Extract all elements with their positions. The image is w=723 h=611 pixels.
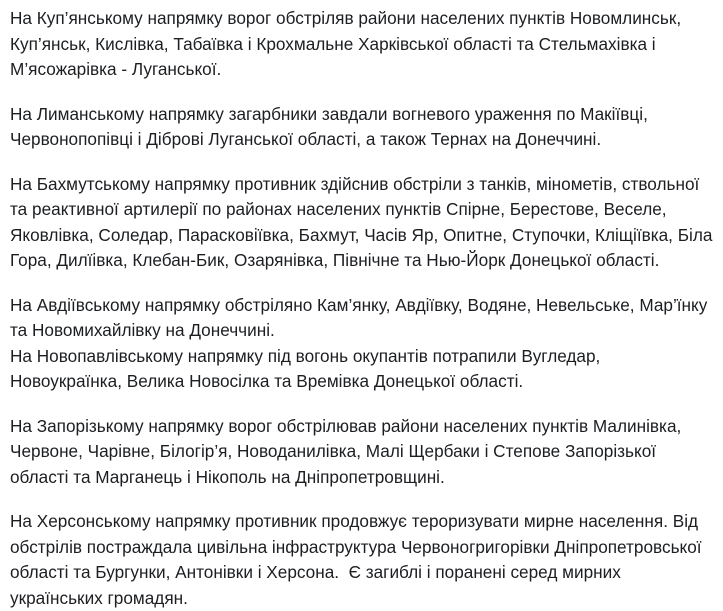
paragraph-kherson: На Херсонському напрямку противник продовжує тероризувати мирне населення. Від обстрілів постраждала цивільна інфраструктура Червоногригорівки Дніпропетровської області та Бургунки, Антонівки і Херсона. Є загиблі і поранені серед мирних українських громадян. bbox=[10, 511, 707, 608]
paragraph-avdiivka: На Авдіївському напрямку обстріляно Кам’янку, Авдіївку, Водяне, Невельське, Мар’їнку та Новомихайлівку на Донеччині. bbox=[10, 294, 713, 340]
paragraph-lyman: На Лиманському напрямку загарбники завдали вогневого ураження по Макіївці, Червонопопівці і Діброві Луганської області, а також Тернах на Донеччині. bbox=[10, 103, 653, 149]
paragraph-novopavlivka: На Новопавлівському напрямку під вогонь окупантів потрапили Вугледар, Новоукраїнка, Велика Новосілка та Времівка Донецької області. bbox=[10, 345, 606, 391]
paragraph-zaporizhzhia: На Запорізькому напрямку ворог обстрілював райони населених пунктів Малинівка, Червоне, Чарівне, Білогір’я, Новоданилівка, Малі Щербаки і Степове Запорізької області та Марганець і Нікополь на Дніпропетровщині. bbox=[10, 415, 687, 487]
paragraph-kupyansk: На Куп’янському напрямку ворог обстріляв райони населених пунктів Новомлинськ, Куп’янськ, Кислівка, Табаївка і Крохмальне Харківської області та Стельмахівка і М’ясожарівка - Луганської. bbox=[10, 8, 686, 79]
paragraph-bakhmut: На Бахмутському напрямку противник здійснив обстріли з танків, мінометів, ствольної та реактивної артилерії по районах населених пунктів Спірне, Берестове, Веселе, Яковлівка, Соледар, Парасковіївка, Бахмут, Часів Яр, Опитне, Ступочки, Кліщіївка, Біла Гора, Дилїівка, Клебан-Бик, Озарянівка, Північне та Нью-Йорк Донецької області. bbox=[10, 173, 718, 270]
